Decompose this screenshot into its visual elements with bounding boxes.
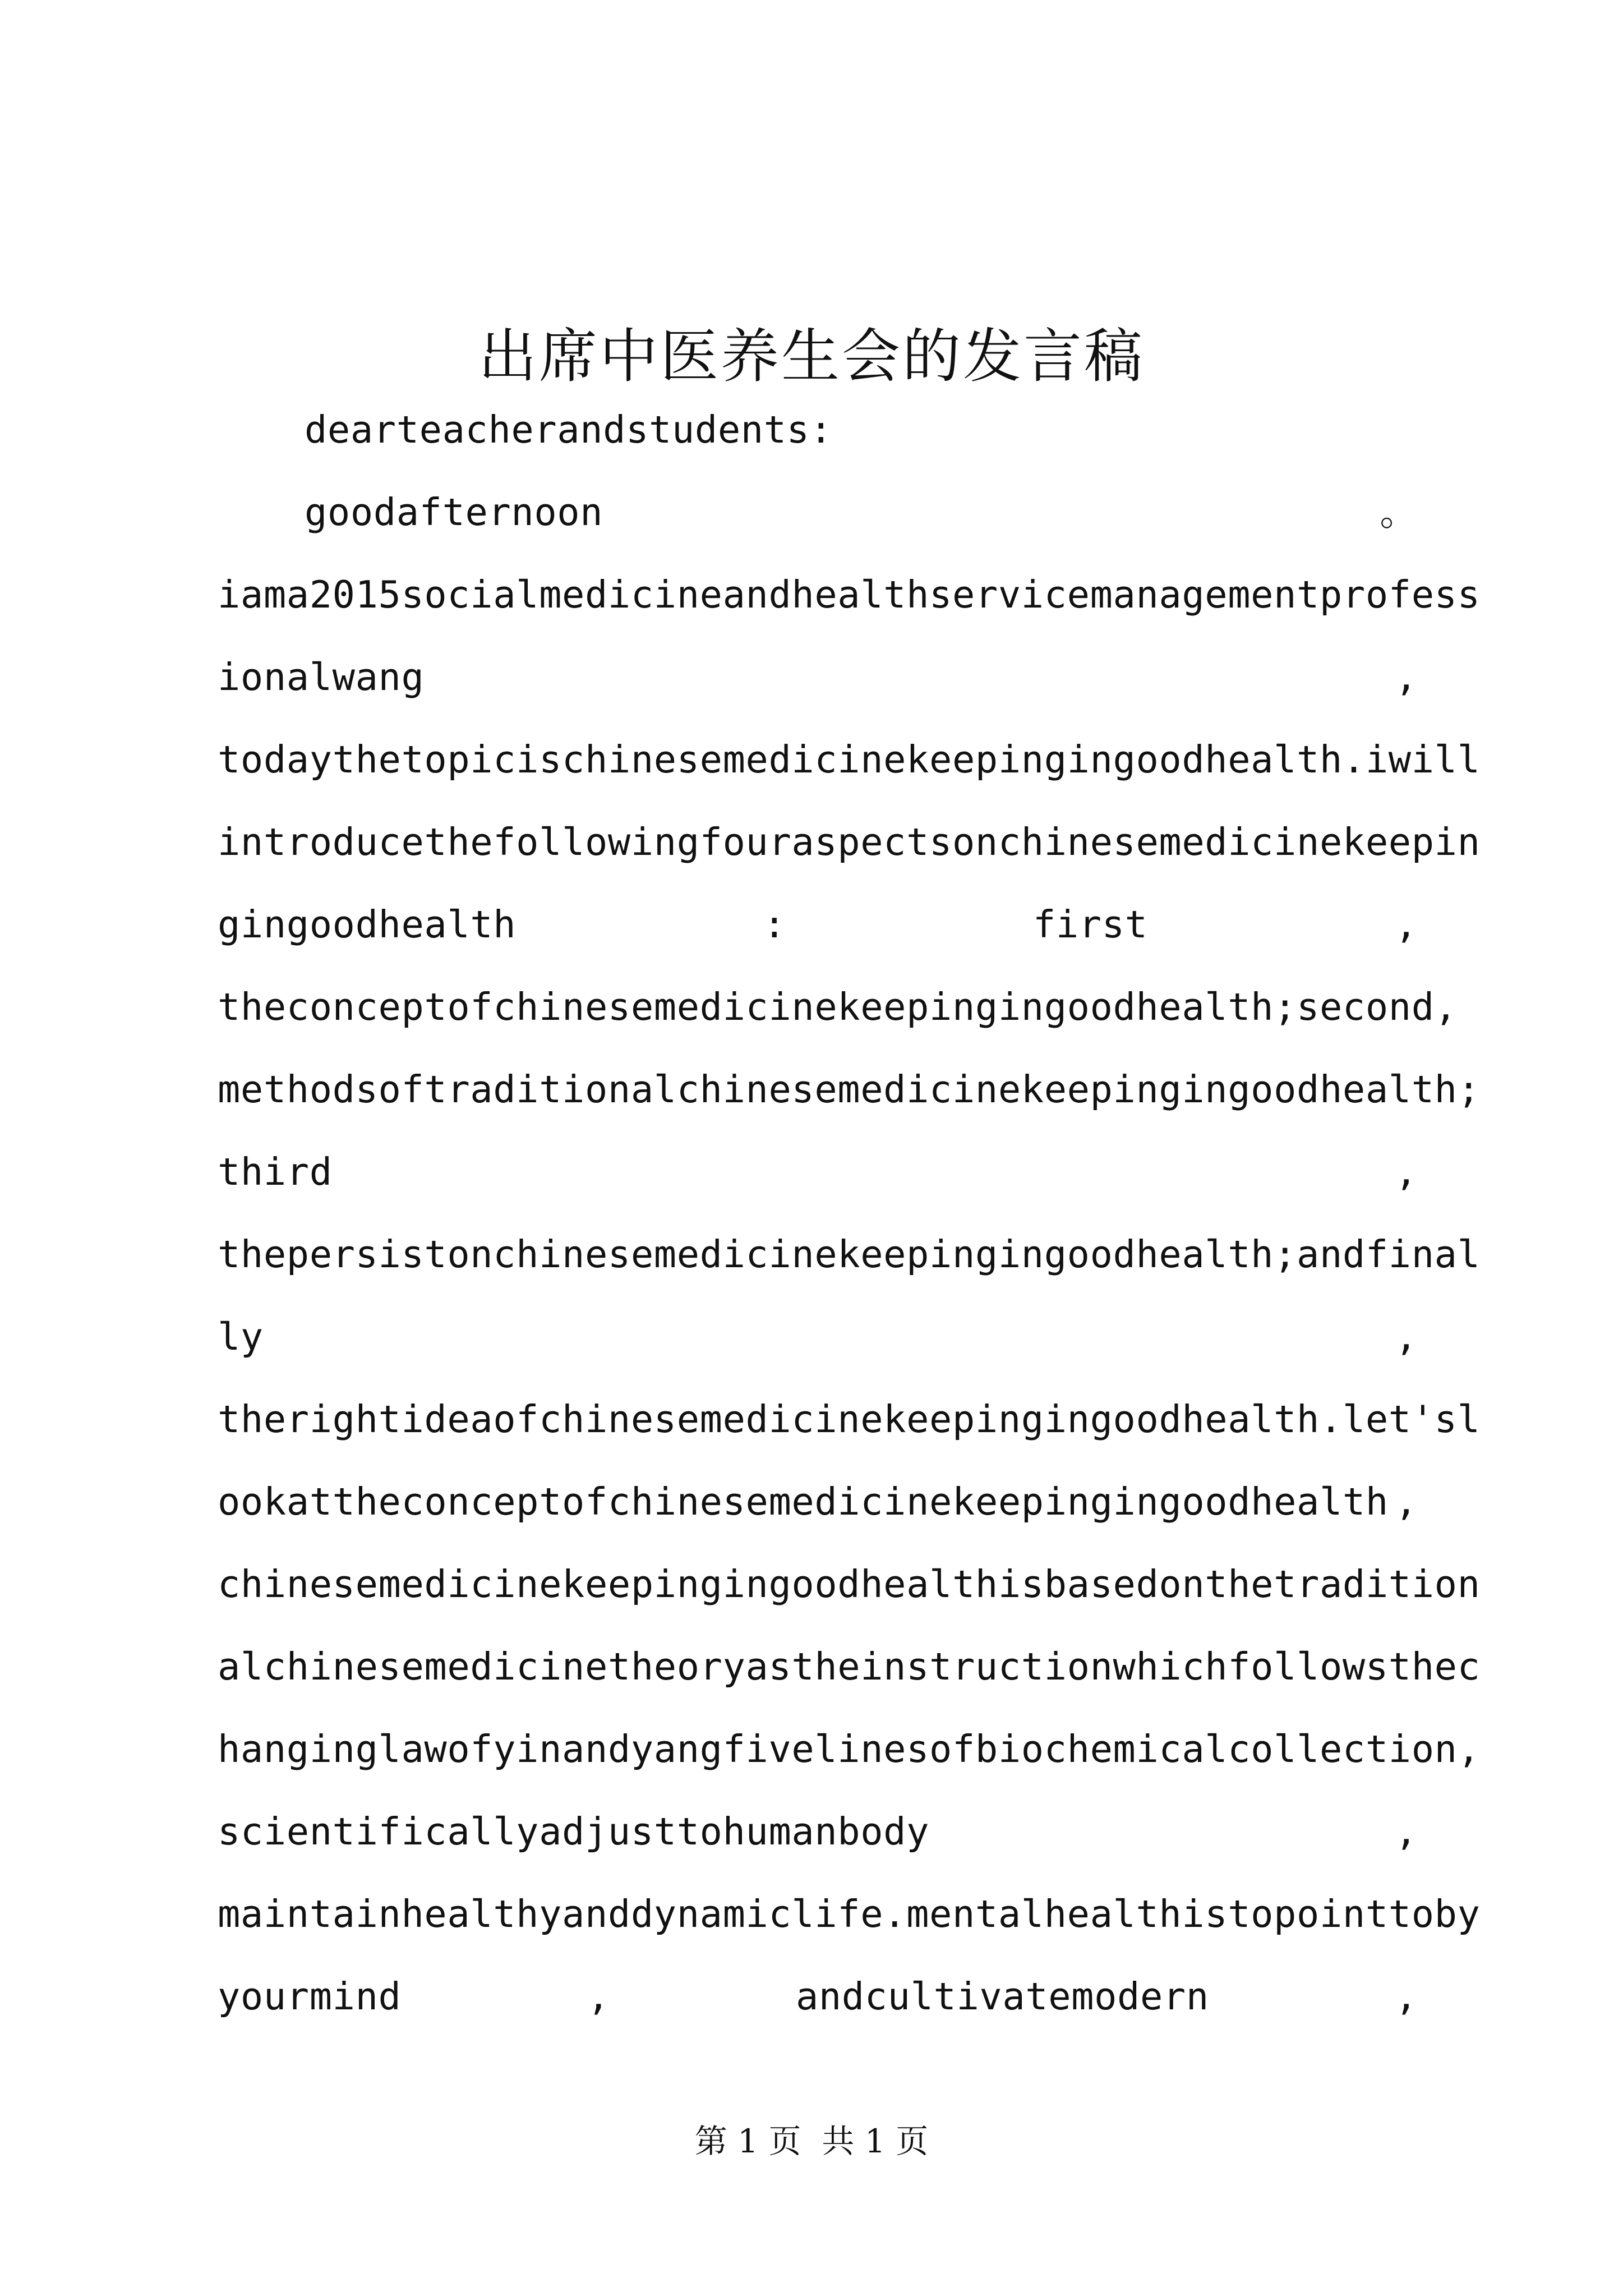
text-line — [218, 389, 1418, 471]
text-line — [218, 1131, 1418, 1213]
text-segment: ly — [218, 1315, 264, 1359]
text-line — [218, 1708, 1481, 1791]
text-line — [218, 1048, 1481, 1131]
text-segment: todaythetopicischinesemedicinekeepingingoodhealth.iwill — [218, 738, 1481, 781]
text-line — [218, 554, 1481, 636]
text-segment: goodafternoon — [305, 490, 603, 534]
text-segment: : — [763, 903, 786, 946]
document-body — [218, 389, 1481, 2038]
text-line — [218, 719, 1481, 801]
text-segment: ookattheconceptofchinesemedicinekeepingingoodhealth — [218, 1480, 1389, 1524]
text-line — [218, 1543, 1481, 1626]
page-number-footer: 第 1 页 共 1 页 — [694, 2122, 929, 2160]
text-line — [218, 801, 1481, 884]
text-segment: maintainhealthyanddynamiclife.mentalhealthistopointtoby — [218, 1892, 1481, 1936]
text-segment: ionalwang — [218, 655, 425, 699]
text-segment: yourmind — [218, 1975, 402, 2018]
text-segment: , — [1395, 1810, 1418, 1853]
text-segment: , — [1395, 903, 1418, 946]
text-segment: hanginglawofyinandyangfivelinesofbiochemicalcollection, — [218, 1727, 1481, 1771]
text-segment: , — [1395, 655, 1418, 699]
text-segment: , — [1395, 1480, 1418, 1524]
text-line — [218, 1791, 1418, 1873]
text-line — [218, 966, 1458, 1048]
text-line — [218, 1873, 1481, 1955]
document-title: 出席中医养生会的发言稿 — [478, 321, 1145, 390]
text-segment: , — [1395, 1150, 1418, 1194]
text-segment: iama2015socialmedicineandhealthservicemanagementprofess — [218, 573, 1481, 616]
text-line — [218, 1296, 1418, 1378]
text-segment: gingoodhealth — [218, 903, 517, 946]
text-line — [218, 1461, 1418, 1543]
text-segment: methodsoftraditionalchinesemedicinekeepingingoodhealth; — [218, 1068, 1481, 1111]
text-line — [218, 1213, 1481, 1296]
text-line — [218, 1626, 1481, 1708]
text-line — [218, 884, 1418, 966]
text-segment: chinesemedicinekeepingingoodhealthisbasedonthetradition — [218, 1562, 1481, 1606]
text-segment: andcultivatemodern — [795, 1975, 1209, 2018]
text-segment: therightideaofchinesemedicinekeepingingoodhealth.let'sl — [218, 1397, 1481, 1441]
text-segment: 。 — [1380, 490, 1418, 534]
text-segment: third — [218, 1150, 333, 1194]
text-line — [218, 471, 1418, 554]
text-line — [218, 636, 1418, 719]
text-segment: theconceptofchinesemedicinekeepingingoodhealth;second, — [218, 985, 1458, 1029]
text-segment: alchinesemedicinetheoryastheinstructionwhichfollowsthec — [218, 1645, 1481, 1688]
text-segment: , — [1395, 1975, 1418, 2018]
text-segment: scientificallyadjusttohumanbody — [218, 1810, 930, 1853]
text-segment: dearteacherandstudents: — [305, 408, 833, 452]
text-segment: first — [1032, 903, 1148, 946]
text-segment: , — [587, 1975, 610, 2018]
text-segment: introducethefollowingfouraspectsonchinesemedicinekeepin — [218, 820, 1481, 864]
text-segment: , — [1395, 1315, 1418, 1359]
text-segment: thepersistonchinesemedicinekeepingingoodhealth;andfinal — [218, 1232, 1481, 1276]
text-line — [218, 1378, 1481, 1461]
text-line — [218, 1955, 1418, 2038]
